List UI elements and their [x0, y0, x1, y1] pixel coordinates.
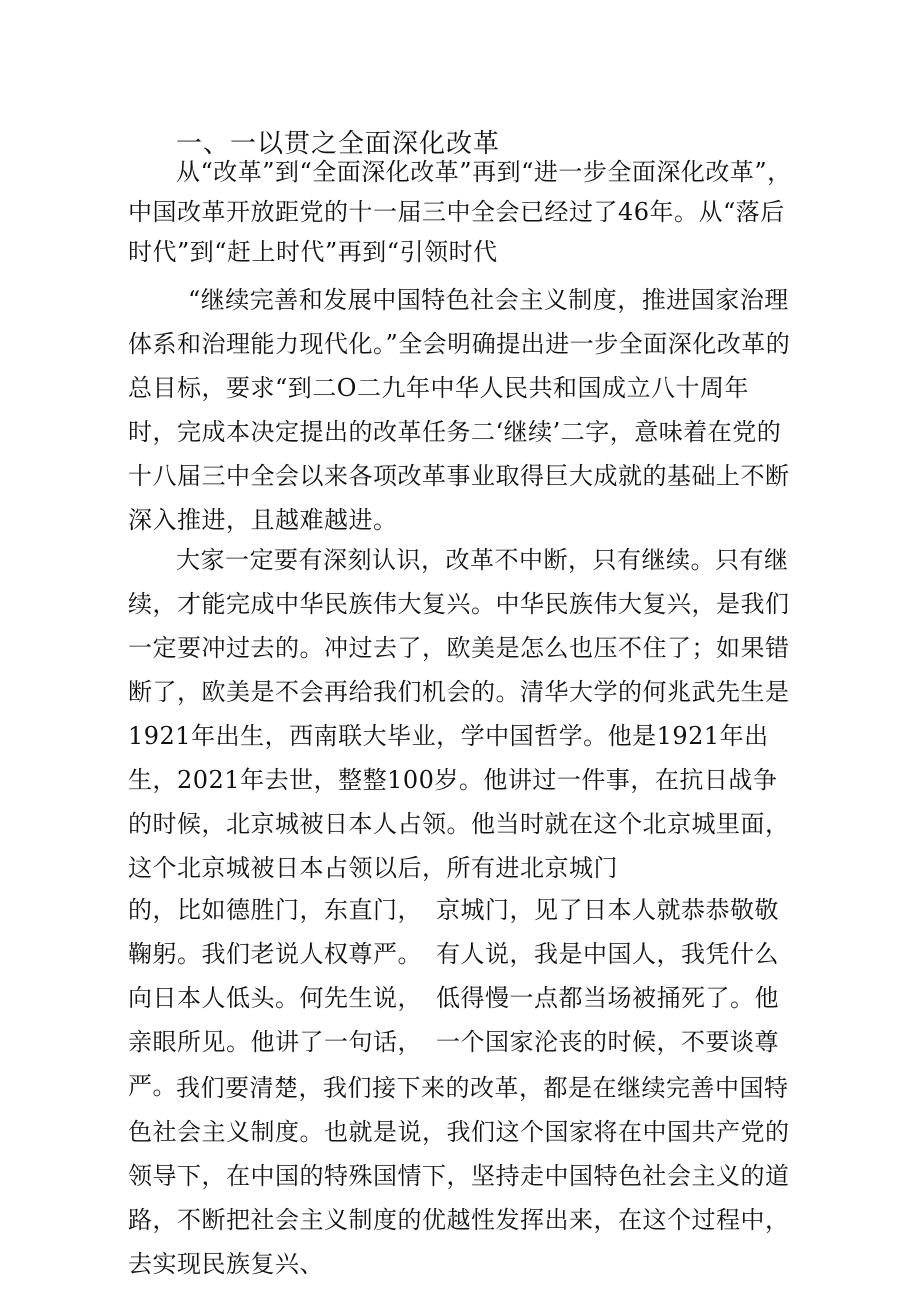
paragraph-plenum-goal: “继续完善和发展中国特色社会主义制度，推进国家治理体系和治理能力现代化。”全会明确提出进一步全面深化改革的总目标，要求“到二O二九年中华人民共和国成立八十周年时，完成本决定提出的改革任务二‘继续’二字，意味着在党的十八届三中全会以来各项改革事业取得巨大成就的基础上不断深入推进，且越难越进。 [128, 286, 791, 534]
text-column-right: 京城门，见了日本人就恭恭敬敬有人说，我是中国人，我凭什么低得慢一点都当场被捅死了。他一个国家沦丧的时候，不要谈尊 [436, 896, 779, 1056]
paragraph-socialist-system: 我们要清楚，我们接下来的改革，都是在继续完善中国特色社会主义制度。也就是说，我们这个国家将在中国共产党的领导下，在中国的特殊国情下，坚持走中国特色社会主义的道路，不断把社会主义制度的优越性发挥出来，在这个过程中，去实现民族复兴、 [128, 1074, 790, 1278]
paragraph-reform-history: 从“改革”到“全面深化改革”再到“进一步全面深化改革”，中国改革开放距党的十一届三中全会已经过了46年。从“落后时代”到“赶上时代”再到“引领时代 [128, 158, 792, 266]
text-column-left: 的，比如德胜门，东直门，鞠躬。我们老说人权尊严。向日本人低头。何先生说，亲眼所见。他讲了一句话，严。 [128, 896, 422, 1100]
paragraph-continue-reform: 大家一定要有深刻认识，改革不中断，只有继续。只有继续，才能完成中华民族伟大复兴。中华民族伟大复兴，是我们一定要冲过去的。冲过去了，欧美是怎么也压不住了；如果错断了，欧美是不会再给我们机会的。清华大学的何兆武先生是1921年出生，西南联大毕业，学中国哲学。他是1921年出生，2021年去世，整整100岁。他讲过一件事，在抗日战争的时候，北京城被日本人占领。他当时就在这个北京城里面，这个北京城被日本占领以后，所有进北京城门 [128, 546, 790, 882]
section-heading: 一、一以贯之全面深化改革 [176, 129, 501, 160]
